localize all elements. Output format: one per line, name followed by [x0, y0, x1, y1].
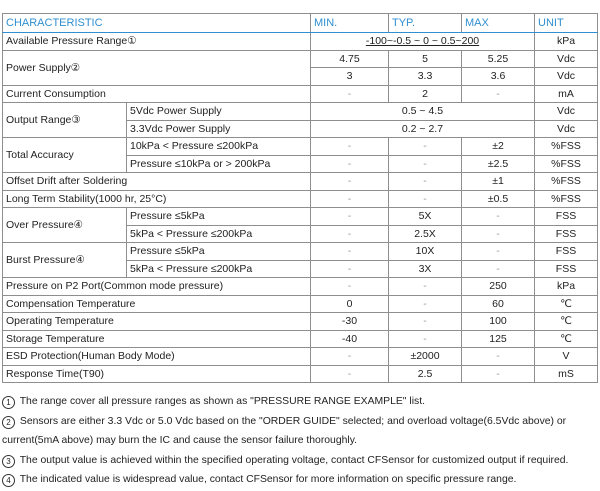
unit-cell: %FSS	[535, 173, 598, 191]
row-label: Compensation Temperature	[3, 295, 311, 313]
max-cell: -	[462, 348, 535, 366]
max-cell: -	[462, 365, 535, 383]
row-label: Offset Drift after Soldering	[3, 173, 311, 191]
unit-cell: FSS	[535, 225, 598, 243]
table-row	[3, 313, 598, 331]
max-cell: 60	[462, 295, 535, 313]
row-label: Power Supply②	[3, 50, 311, 85]
max-cell: ±0.5	[462, 190, 535, 208]
unit-cell: Vdc	[535, 120, 598, 138]
unit-cell: V	[535, 348, 598, 366]
row-label: Operating Temperature	[3, 313, 311, 331]
min-cell: -	[311, 85, 389, 103]
table-row	[3, 138, 598, 156]
spec-table	[2, 13, 598, 383]
range-value: 0.2 ~ 2.7	[311, 120, 535, 138]
unit-cell: mA	[535, 85, 598, 103]
row-label: Output Range③	[3, 103, 127, 138]
sub-condition: 10kPa < Pressure ≤200kPa	[127, 138, 311, 156]
max-cell: -	[462, 85, 535, 103]
unit-cell: kPa	[535, 278, 598, 296]
min-cell: 3	[311, 68, 389, 86]
table-row	[3, 33, 598, 51]
typ-cell: 2.5	[389, 365, 462, 383]
unit-cell: ℃	[535, 330, 598, 348]
max-cell: 250	[462, 278, 535, 296]
row-label: Current Consumption	[3, 85, 311, 103]
sub-condition: 5kPa < Pressure ≤200kPa	[127, 260, 311, 278]
typ-cell: 3.3	[389, 68, 462, 86]
typ-cell: 2.5X	[389, 225, 462, 243]
max-cell: ±2.5	[462, 155, 535, 173]
sub-condition: 5Vdc Power Supply	[127, 103, 311, 121]
table-row	[3, 190, 598, 208]
typ-cell: ±2000	[389, 348, 462, 366]
max-cell: 3.6	[462, 68, 535, 86]
row-label: Available Pressure Range①	[3, 33, 311, 51]
typ-cell: 5	[389, 50, 462, 68]
table-row	[3, 295, 598, 313]
unit-cell: ℃	[535, 313, 598, 331]
sub-condition: Pressure ≤10kPa or > 200kPa	[127, 155, 311, 173]
typ-cell: -	[389, 190, 462, 208]
min-cell: -	[311, 243, 389, 261]
circled-number: 2	[2, 416, 15, 429]
table-row	[3, 85, 598, 103]
typ-cell: 3X	[389, 260, 462, 278]
unit-cell: Vdc	[535, 68, 598, 86]
max-cell: 5.25	[462, 50, 535, 68]
row-label: Response Time(T90)	[3, 365, 311, 383]
table-row	[3, 365, 598, 383]
footnote-text: The output value is achieved within the specified operating voltage, contact CFSensor for customized output if required.	[19, 454, 569, 466]
min-cell: -	[311, 190, 389, 208]
row-label: Total Accuracy	[3, 138, 127, 173]
max-cell: ±1	[462, 173, 535, 191]
range-value: -100~-0.5 ~ 0 ~ 0.5~200	[311, 33, 535, 51]
max-cell: -	[462, 260, 535, 278]
max-cell: 100	[462, 313, 535, 331]
unit-cell: %FSS	[535, 155, 598, 173]
table-row	[3, 50, 598, 68]
footnote-text: Sensors are either 3.3 Vdc or 5.0 Vdc based on the "ORDER GUIDE" selected; and overload voltage(6.5Vdc above) or current(5mA above) may burn the IC and cause the sensor failure thoroughly.	[2, 415, 567, 446]
unit-cell: kPa	[535, 33, 598, 51]
typ-cell: 5X	[389, 208, 462, 226]
min-cell: -	[311, 138, 389, 156]
header-characteristic: CHARACTERISTIC	[3, 14, 311, 33]
typ-cell: -	[389, 155, 462, 173]
unit-cell: FSS	[535, 243, 598, 261]
table-row	[3, 243, 598, 261]
row-label: Over Pressure④	[3, 208, 127, 243]
header-typ: TYP.	[389, 14, 462, 33]
footnotes	[2, 392, 598, 490]
unit-cell: %FSS	[535, 190, 598, 208]
row-label: Long Term Stability(1000 hr, 25°C)	[3, 190, 311, 208]
sub-condition: 3.3Vdc Power Supply	[127, 120, 311, 138]
unit-cell: Vdc	[535, 103, 598, 121]
typ-cell: 2	[389, 85, 462, 103]
unit-cell: FSS	[535, 208, 598, 226]
min-cell: -	[311, 365, 389, 383]
min-cell: 4.75	[311, 50, 389, 68]
footnote	[2, 392, 598, 412]
max-cell: 125	[462, 330, 535, 348]
row-label: Pressure on P2 Port(Common mode pressure)	[3, 278, 311, 296]
table-row	[3, 208, 598, 226]
min-cell: -	[311, 225, 389, 243]
table-row	[3, 173, 598, 191]
typ-cell: -	[389, 278, 462, 296]
typ-cell: -	[389, 295, 462, 313]
min-cell: 0	[311, 295, 389, 313]
unit-cell: %FSS	[535, 138, 598, 156]
table-row	[3, 330, 598, 348]
unit-cell: mS	[535, 365, 598, 383]
circled-number: 4	[2, 474, 15, 487]
table-row	[3, 278, 598, 296]
typ-cell: -	[389, 330, 462, 348]
sub-condition: Pressure ≤5kPa	[127, 243, 311, 261]
max-cell: -	[462, 225, 535, 243]
typ-cell: -	[389, 313, 462, 331]
row-label: Storage Temperature	[3, 330, 311, 348]
min-cell: -	[311, 260, 389, 278]
header-max: MAX	[462, 14, 535, 33]
footnote-text: The indicated value is widespread value, contact CFSensor for more information on specific pressure range.	[19, 474, 517, 485]
typ-cell: -	[389, 173, 462, 191]
circled-number: 1	[2, 396, 15, 409]
sub-condition: 5kPa < Pressure ≤200kPa	[127, 225, 311, 243]
unit-cell: FSS	[535, 260, 598, 278]
min-cell: -30	[311, 313, 389, 331]
footnote	[2, 412, 598, 451]
table-row	[3, 348, 598, 366]
typ-cell: 10X	[389, 243, 462, 261]
row-label: ESD Protection(Human Body Mode)	[3, 348, 311, 366]
footnote-text: The range cover all pressure ranges as shown as "PRESSURE RANGE EXAMPLE" list.	[19, 396, 425, 407]
footnote	[2, 451, 598, 471]
table-row	[3, 103, 598, 121]
row-label: Burst Pressure④	[3, 243, 127, 278]
min-cell: -	[311, 155, 389, 173]
unit-cell: ℃	[535, 295, 598, 313]
header-unit: UNIT	[535, 14, 598, 33]
min-cell: -40	[311, 330, 389, 348]
min-cell: -	[311, 348, 389, 366]
min-cell: -	[311, 278, 389, 296]
circled-number: 3	[2, 455, 15, 468]
min-cell: -	[311, 208, 389, 226]
header-min: MIN.	[311, 14, 389, 33]
max-cell: ±2	[462, 138, 535, 156]
sub-condition: Pressure ≤5kPa	[127, 208, 311, 226]
range-value: 0.5 ~ 4.5	[311, 103, 535, 121]
min-cell: -	[311, 173, 389, 191]
typ-cell: -	[389, 138, 462, 156]
max-cell: -	[462, 243, 535, 261]
footnote	[2, 470, 598, 490]
header-row	[3, 14, 598, 33]
max-cell: -	[462, 208, 535, 226]
unit-cell: Vdc	[535, 50, 598, 68]
